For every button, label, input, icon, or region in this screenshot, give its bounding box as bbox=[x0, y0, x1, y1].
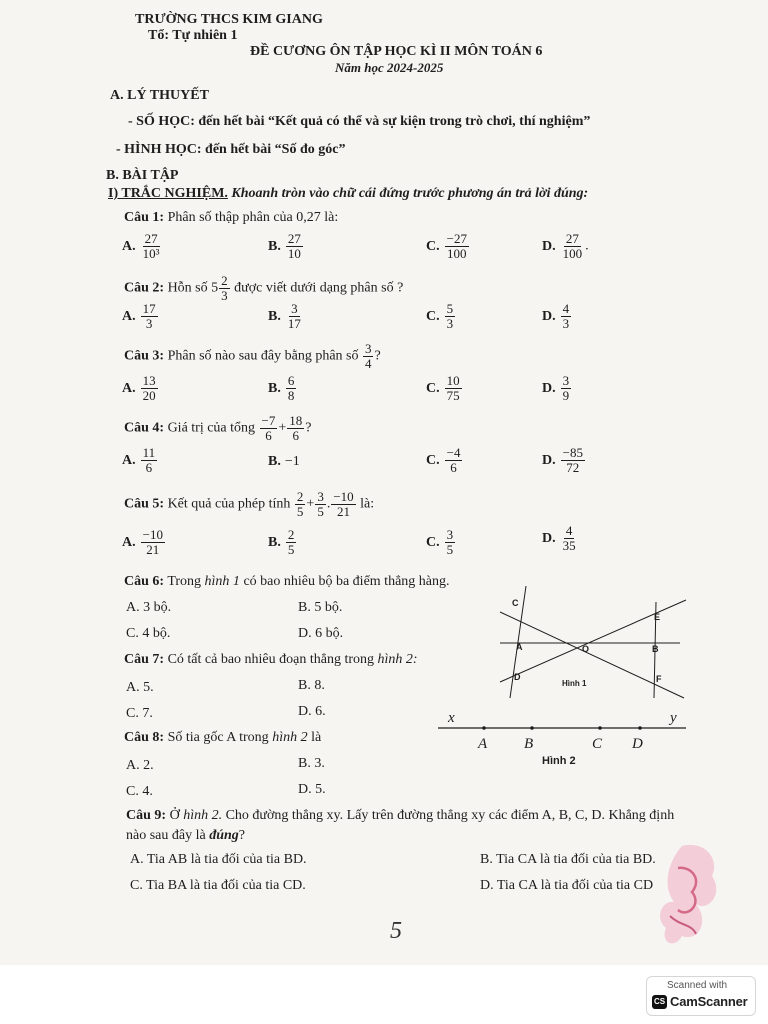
point-d bbox=[638, 726, 642, 730]
q7-option-d[interactable]: D. 6. bbox=[298, 704, 326, 719]
point-c bbox=[598, 726, 602, 730]
q3-option-b[interactable]: B. $\frac{6}{8}$ bbox=[268, 373, 295, 403]
figure-1-caption: Hình 1 bbox=[562, 679, 587, 688]
q4-option-a[interactable]: A. $\frac{11}{6}$ bbox=[122, 445, 156, 475]
question-1 bbox=[124, 210, 338, 226]
q5-option-c[interactable]: C. $\frac{3}{5}$ bbox=[426, 527, 454, 557]
q9-option-b[interactable]: B. Tia CA là tia đối của tia BD. bbox=[480, 852, 656, 867]
q9-option-c[interactable]: C. Tia BA là tia đối của tia CD. bbox=[130, 878, 306, 893]
question-text: Phân số thập phân của 0,27 là: bbox=[167, 210, 339, 225]
camscanner-brand: CamScanner bbox=[670, 994, 748, 1009]
q5-option-a[interactable]: A. $\frac{-10}{21}$ bbox=[122, 527, 163, 557]
mc-instruction: Khoanh tròn vào chữ cái đứng trước phương án trả lời đúng: bbox=[231, 186, 589, 201]
question-9: Câu 9: Ở hình 2. Cho đường thẳng xy. Lấy trên đường thẳng xy các điểm A, B, C, D. Khẳng định bbox=[126, 808, 675, 823]
theory-heading: A. LÝ THUYẾT bbox=[110, 88, 209, 103]
q4-option-c[interactable]: C. $\frac{-4}{6}$ bbox=[426, 445, 461, 475]
q3-option-d[interactable]: D. $\frac{3}{9}$ bbox=[542, 373, 570, 403]
question-number: Câu 5: bbox=[124, 496, 165, 512]
camscanner-logo-icon: CS bbox=[652, 995, 667, 1009]
q9-option-a[interactable]: A. Tia AB là tia đối của tia BD. bbox=[130, 852, 307, 867]
exercises-heading: B. BÀI TẬP bbox=[106, 168, 179, 183]
question-number: Câu 3: bbox=[124, 348, 165, 364]
q4-option-b[interactable]: B. −1 bbox=[268, 454, 300, 469]
q5-option-b[interactable]: B. $\frac{2}{5}$ bbox=[268, 527, 295, 557]
label-b: B bbox=[524, 736, 534, 752]
point-a bbox=[482, 726, 486, 730]
page-number: 5 bbox=[390, 918, 402, 944]
q1-option-b[interactable]: B. $\frac{27}{10}$ bbox=[268, 231, 301, 261]
q6-option-c[interactable]: C. 4 bộ. bbox=[126, 626, 171, 641]
figure-2-diagram bbox=[436, 708, 688, 768]
theory-geometry: - HÌNH HỌC: đến hết bài “Số đo góc” bbox=[116, 142, 346, 157]
question-5: Câu 5: Kết quả của phép tính $\frac{2}{5}$ + $\frac{3}{5}$ . $\frac{-10}{21}$ là: bbox=[124, 489, 375, 519]
school-name: TRƯỜNG THCS KIM GIANG bbox=[135, 12, 323, 27]
question-number: Câu 9: bbox=[126, 808, 167, 823]
label-a: A bbox=[478, 736, 488, 752]
q4-option-d[interactable]: D. $\frac{-85}{72}$ bbox=[542, 445, 583, 475]
q8-option-d[interactable]: D. 5. bbox=[298, 782, 326, 797]
theory-arithmetic: - SỐ HỌC: đến hết bài “Kết quả có thể và sự kiện trong trò chơi, thí nghiệm” bbox=[128, 114, 591, 129]
q2-option-d[interactable]: D. $\frac{4}{3}$ bbox=[542, 301, 570, 331]
mc-label: I) TRẮC NGHIỆM. bbox=[108, 186, 228, 201]
question-number: Câu 4: bbox=[124, 420, 165, 436]
point-b-label: B bbox=[652, 644, 659, 654]
point-a-label: A bbox=[516, 642, 523, 652]
q2-option-b[interactable]: B. $\frac{3}{17}$ bbox=[268, 301, 301, 331]
q5-option-d[interactable]: D. $\frac{4}{35}$ bbox=[542, 523, 576, 553]
q6-option-d[interactable]: D. 6 bộ. bbox=[298, 626, 344, 641]
mixed-number-whole: 5 bbox=[211, 280, 219, 296]
label-y: y bbox=[670, 710, 677, 726]
question-9-line2: nào sau đây là đúng? bbox=[126, 828, 245, 843]
scanned-with-label: Scanned with bbox=[667, 980, 728, 991]
question-2: Câu 2: Hỗn số 5 $\frac{2}{3}$ được viết dưới dạng phân số ? bbox=[124, 273, 404, 303]
point-b bbox=[530, 726, 534, 730]
question-number: Câu 8: bbox=[124, 730, 165, 745]
q6-option-b[interactable]: B. 5 bộ. bbox=[298, 600, 343, 615]
point-d-label: D bbox=[514, 672, 521, 682]
mc-instruction-line bbox=[108, 186, 588, 202]
q7-option-c[interactable]: C. 7. bbox=[126, 706, 153, 721]
question-number: Câu 2: bbox=[124, 280, 165, 296]
q8-option-c[interactable]: C. 4. bbox=[126, 784, 153, 799]
q1-option-a[interactable]: A. $\frac{27}{\text{10³}}$ bbox=[122, 231, 160, 261]
q8-option-b[interactable]: B. 3. bbox=[298, 756, 325, 771]
question-7: Câu 7: Có tất cả bao nhiêu đoạn thẳng trong hình 2: bbox=[124, 652, 418, 667]
question-number: Câu 7: bbox=[124, 652, 165, 667]
q1-option-c[interactable]: C. $\frac{-27}{100}$ bbox=[426, 231, 467, 261]
camscanner-badge bbox=[646, 976, 756, 1016]
point-o-label: O bbox=[582, 644, 590, 654]
point-c-label: C bbox=[512, 598, 519, 608]
q3-option-a[interactable]: A. $\frac{13}{20}$ bbox=[122, 373, 156, 403]
doc-title: ĐỀ CƯƠNG ÔN TẬP HỌC KÌ II MÔN TOÁN 6 bbox=[250, 44, 543, 59]
q6-option-a[interactable]: A. 3 bộ. bbox=[126, 600, 172, 615]
label-x: x bbox=[448, 710, 455, 726]
question-8: Câu 8: Số tia gốc A trong hình 2 là bbox=[124, 730, 322, 745]
q1-option-d[interactable]: D. $\frac{27}{100}$ . bbox=[542, 231, 589, 261]
point-e-label: E bbox=[654, 612, 661, 622]
figure-2-caption: Hình 2 bbox=[542, 755, 576, 767]
question-3: Câu 3: Phân số nào sau đây bằng phân số $\frac{3}{4}$ ? bbox=[124, 341, 381, 371]
question-6: Câu 6: Trong hình 1 có bao nhiêu bộ ba điểm thẳng hàng. bbox=[124, 574, 450, 589]
q7-option-a[interactable]: A. 5. bbox=[126, 680, 154, 695]
label-c: C bbox=[592, 736, 603, 752]
line-cf bbox=[500, 612, 684, 698]
q2-option-c[interactable]: C. $\frac{5}{3}$ bbox=[426, 301, 454, 331]
question-number: Câu 1: bbox=[124, 210, 165, 225]
question-4: Câu 4: Giá trị của tổng $\frac{-7}{6}$ + $\frac{18}{6}$ ? bbox=[124, 413, 312, 443]
point-f-label: F bbox=[656, 674, 662, 684]
petal-shape bbox=[660, 845, 716, 943]
q9-option-d[interactable]: D. Tia CA là tia đối của tia CD bbox=[480, 878, 654, 893]
q8-option-a[interactable]: A. 2. bbox=[126, 758, 154, 773]
flower-doodle bbox=[652, 838, 728, 964]
question-number: Câu 6: bbox=[124, 574, 165, 589]
figure-1-diagram bbox=[496, 586, 692, 702]
group-name: Tổ: Tự nhiên 1 bbox=[148, 28, 238, 43]
q2-option-a[interactable]: A. $\frac{17}{3}$ bbox=[122, 301, 156, 331]
q3-option-c[interactable]: C. $\frac{10}{75}$ bbox=[426, 373, 460, 403]
school-year: Năm học 2024-2025 bbox=[335, 60, 444, 75]
q7-option-b[interactable]: B. 8. bbox=[298, 678, 325, 693]
label-d: D bbox=[632, 736, 643, 752]
